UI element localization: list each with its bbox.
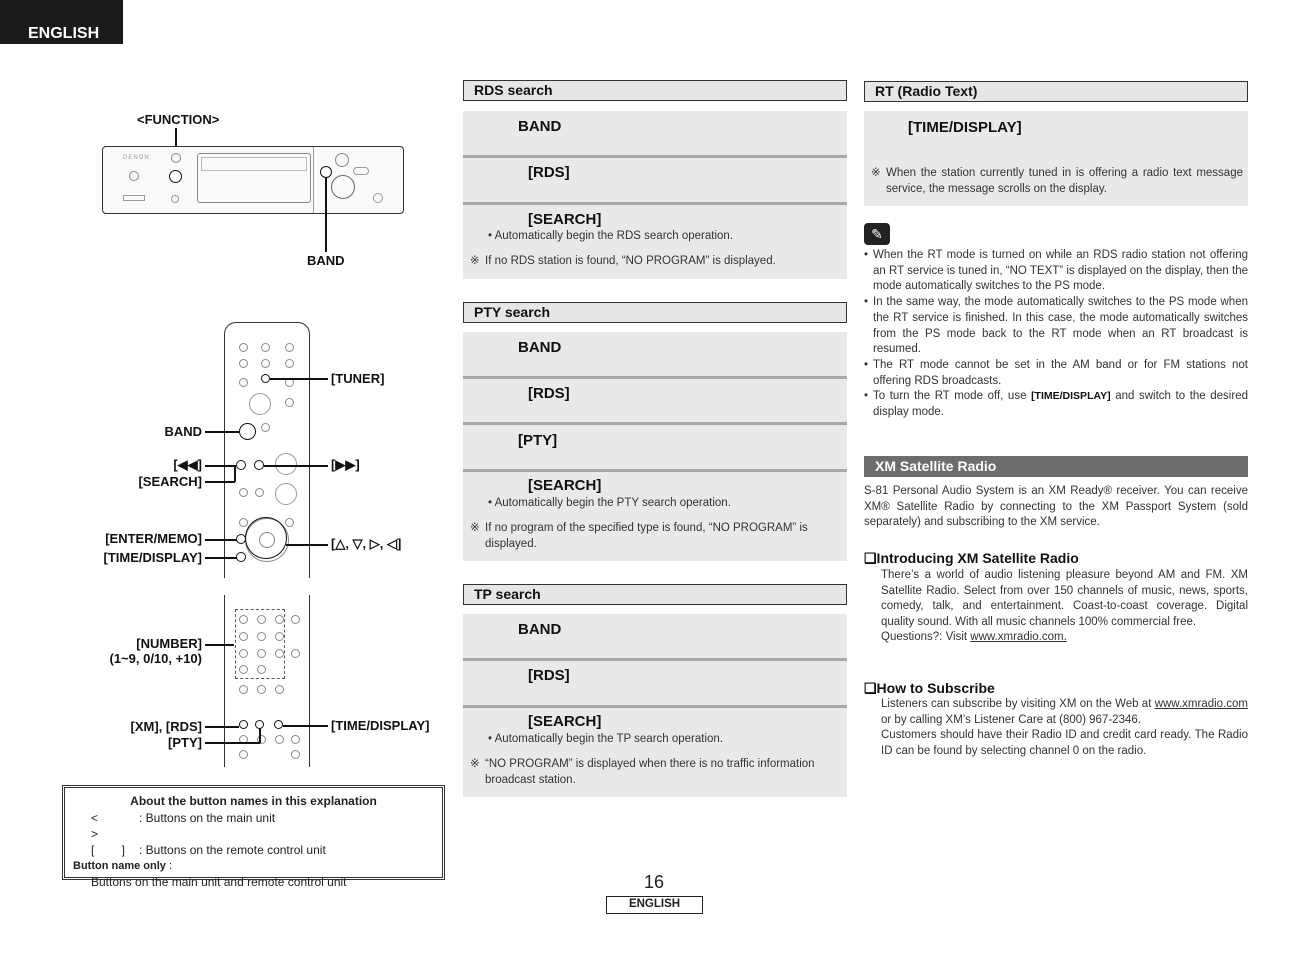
cursor-pad-marker [245, 517, 287, 559]
list-item: • The RT mode cannot be set in the AM band or for FM stations not offering RDS broadcasts. [864, 358, 1248, 387]
pty-step-4-label: [SEARCH] [528, 477, 602, 494]
rds-step-2 [463, 158, 847, 205]
band-callout-main: BAND [307, 253, 345, 268]
pty-search-heading: PTY search [463, 302, 847, 323]
button-names-legend: About the button names in this explanation < > : Buttons on the main unit [ ] : Buttons on the remote control unit Button name only : Buttons on the main unit and remote control unit [62, 785, 445, 880]
xm-intro-body: There’s a world of audio listening pleasure beyond AM and FM. XM Satellite Radio. Select from over 150 channels of music, news, sports, comedy, talk, and entertainment. Coast-to-coast coverage. Digital quality sound. With all music channels 100% commercial free. Questions?: Visit www.xmradio.com. [881, 569, 1248, 643]
function-callout: <FUNCTION> [137, 112, 220, 127]
rds-step-3-label: [SEARCH] [528, 211, 602, 228]
pty-step-3-label: [PTY] [518, 432, 558, 449]
number-range-callout: (1~9, 0/10, +10) [109, 651, 202, 666]
search-callout: [SEARCH] [138, 474, 202, 489]
tuner-button-marker [261, 374, 270, 383]
pty-button-marker [255, 720, 264, 729]
tp-step-3-label: [SEARCH] [528, 713, 602, 730]
pty-step-1-label: BAND [518, 339, 562, 356]
rewind-button-marker [236, 460, 246, 470]
number-callout: [NUMBER] [136, 636, 202, 651]
pty-callout: [PTY] [168, 735, 202, 750]
time-display-2-callout: [TIME/DISPLAY] [331, 718, 430, 733]
legend-title: About the button names in this explanation [130, 794, 377, 808]
band-remote-marker [239, 423, 256, 440]
page-number: 16 [643, 872, 665, 892]
xm-intro-heading: ❑Introducing XM Satellite Radio [864, 550, 1079, 566]
time-display-2-marker [274, 720, 283, 729]
rds-step-2-label: [RDS] [528, 164, 570, 181]
function-button-marker [169, 170, 182, 183]
rewind-callout: [◀◀] [173, 457, 202, 472]
legend-row: [ ] : Buttons on the remote control unit [91, 843, 326, 857]
legend-last-text: Buttons on the main unit and remote control unit [91, 875, 347, 889]
subscribe-body: Listeners can subscribe by visiting XM on the Web at www.xmradio.com or by calling XM’s Listener Care at (800) 967-2346. Customers should have their Radio ID and credit card ready. The Radio ID can be found by selecting channel 0 on the radio. [881, 698, 1248, 757]
tp-step-2 [463, 661, 847, 708]
pty-note: ※ If no program of the specified type is found, “NO PROGRAM” is displayed. [470, 522, 808, 550]
band-button-marker [320, 166, 332, 178]
list-item: • To turn the RT mode off, use [TIME/DISPLAY] and switch to the desired display mode. [864, 390, 1248, 419]
time-display-callout: [TIME/DISPLAY] [103, 550, 202, 565]
enter-memo-callout: [ENTER/MEMO] [105, 531, 202, 546]
xm-rds-callout: [XM], [RDS] [130, 719, 202, 734]
tp-bullet: • Automatically begin the TP search operation. [488, 733, 724, 745]
forward-callout: [▶▶] [331, 457, 360, 472]
pty-step-2 [463, 379, 847, 425]
tp-step-2-label: [RDS] [528, 667, 570, 684]
forward-button-marker [254, 460, 264, 470]
rt-heading: RT (Radio Text) [864, 81, 1248, 102]
list-item: • In the same way, the mode automatically switches to the PS mode when the RT service is finished. In this case, the mode automatically switches from the PS mode back to the RT mode when an RT broadcast is resumed. [864, 296, 1248, 356]
pencil-icon: ✎ [864, 223, 890, 245]
rds-step-1-label: BAND [518, 118, 562, 135]
xmradio-subscribe-link[interactable]: www.xmradio.com [1154, 698, 1248, 710]
rt-step-label: [TIME/DISPLAY] [908, 119, 1022, 136]
list-item: • When the RT mode is turned on while an RDS radio station not offering an RT service is tuned in, “NO TEXT” is displayed on the display, then the mode automatically switches to the PS mode. [864, 249, 1248, 293]
footer-language: ENGLISH [606, 896, 703, 914]
rds-button-marker [239, 720, 248, 729]
tp-note: ※ “NO PROGRAM” is displayed when there is no traffic information broadcast station. [470, 758, 815, 786]
legend-row: < > : Buttons on the main unit [91, 811, 276, 841]
rds-note: ※ If no RDS station is found, “NO PROGRAM” is displayed. [470, 255, 776, 267]
pty-bullet: • Automatically begin the PTY search operation. [488, 497, 731, 509]
cursor-callout: [△, ▽, ▷, ◁] [331, 536, 402, 551]
legend-bold-label: Button name only [73, 860, 166, 872]
language-tab: ENGLISH [0, 0, 123, 44]
xm-intro: S-81 Personal Audio System is an XM Ready® receiver. You can receive XM® Satellite Radio by connecting to the XM Passport System (sold separately) and subscribing to the XM service. [864, 485, 1248, 528]
rds-bullet: • Automatically begin the RDS search operation. [488, 230, 734, 242]
tuner-callout: [TUNER] [331, 371, 385, 386]
tp-step-1-label: BAND [518, 621, 562, 638]
tp-search-heading: TP search [463, 584, 847, 605]
subscribe-heading: ❑How to Subscribe [864, 680, 995, 696]
xmradio-link[interactable]: www.xmradio.com. [970, 631, 1067, 643]
rds-search-heading: RDS search [463, 80, 847, 101]
time-display-marker [236, 552, 246, 562]
brand-logo: DENON [123, 155, 150, 161]
pty-step-2-label: [RDS] [528, 385, 570, 402]
rt-notes-list [864, 248, 1248, 421]
main-unit-illustration [102, 146, 404, 214]
rt-note: ※ When the station currently tuned in is offering a radio text message service, the message scrolls on the display. [871, 167, 1243, 195]
band-callout-remote: BAND [164, 424, 202, 439]
xm-heading: XM Satellite Radio [864, 456, 1248, 477]
